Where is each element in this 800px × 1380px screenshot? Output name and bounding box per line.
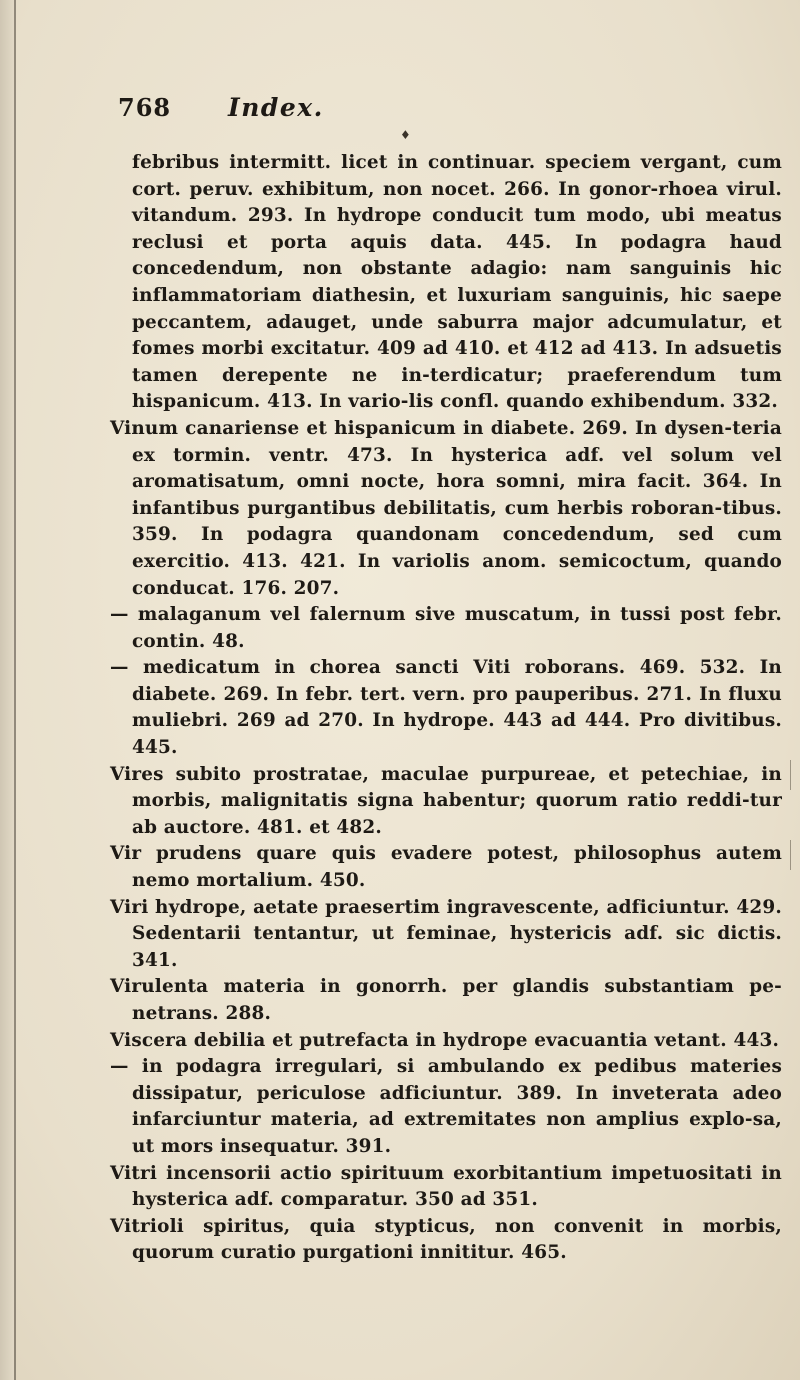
index-entry: Vitri incensorii actio spirituum exorbitantium impetuositati in hysterica adf. comparatur. 350 ad 351. (110, 1162, 782, 1211)
page-number: 768 (118, 93, 172, 122)
page-gutter (0, 0, 14, 1380)
index-entry-continued: febribus intermitt. licet in continuar. speciem vergant, cum cort. peruv. exhibitum, non nocet. 266. In gonor-rhoea virul. vitandum. 293. In hydrope conducit tum modo, ubi meatus reclusi et porta aquis data. 445. In podagra haud concedendum, non obstante adagio: nam sanguinis hic inflammatoriam diathesin, et luxuriam sanguinis, hic saepe peccantem, adauget, unde saburra major adcumulatur, et fomes morbi excitatur. 409 ad 410. et 412 ad 413. In adsuetis tamen derepente ne in-terdicatur; praeferendum tum hispanicum. 413. In vario-lis confl. quando exhibendum. 332. (132, 152, 782, 413)
index-entry: — in podagra irregulari, si ambulando ex pedibus materies dissipatur, periculose adficiuntur. 389. In inveterata adeo infarciuntur materia, ad extremitates non amplius explo-sa, ut mors insequatur. 391. (110, 1056, 782, 1157)
index-entry: Vires subito prostratae, maculae purpureae, et petechiae, in morbis, malignitatis signa habentur; quorum ratio reddi-tur ab auctore. 481. et 482. (110, 763, 782, 838)
page-edge-line (14, 0, 16, 1380)
index-entry: Vinum canariense et hispanicum in diabete. 269. In dysen-teria ex tormin. ventr. 473. In hysterica adf. vel solum vel aromatisatum, omni nocte, hora somni, mira facit. 364. In infantibus purgantibus debilitatis, cum herbis roboran-tibus. 359. In podagra quandonam concedendum, sed cum exercitio. 413. 421. In variolis anom. semicoctum, quando conducat. 176. 207. (110, 417, 782, 599)
index-entry: Virulenta materia in gonorrh. per glandis substantiam pe-netrans. 288. (110, 976, 782, 1024)
index-entry: — malaganum vel falernum sive muscatum, in tussi post febr. contin. 48. (110, 604, 782, 652)
index-entry: — medicatum in chorea sancti Viti roborans. 469. 532. In diabete. 269. In febr. tert. vern. pro pauperibus. 271. In fluxu muliebri. 269 ad 270. In hydrope. 443 ad 444. Pro divitibus. 445. (110, 657, 782, 759)
index-entry: Vir prudens quare quis evadere potest, philosophus autem nemo mortalium. 450. (110, 843, 782, 892)
margin-mark (790, 760, 791, 790)
index-entry: Viri hydrope, aetate praesertim ingravescente, adficiuntur. 429. Sedentarii tentantur, ut feminae, hystericis adf. sic dictis. 341. (110, 896, 782, 971)
running-title: Index. (228, 93, 324, 122)
index-entry: Vitrioli spiritus, quia stypticus, non convenit in morbis, quorum curatio purgationi innititur. 465. (110, 1215, 782, 1264)
margin-mark (790, 840, 791, 870)
page-header (118, 93, 718, 129)
ornament-icon: ♦ (400, 128, 411, 142)
index-entry: Viscera debilia et putrefacta in hydrope evacuantia vetant. 443. (110, 1029, 780, 1051)
index-entries (110, 150, 782, 1267)
